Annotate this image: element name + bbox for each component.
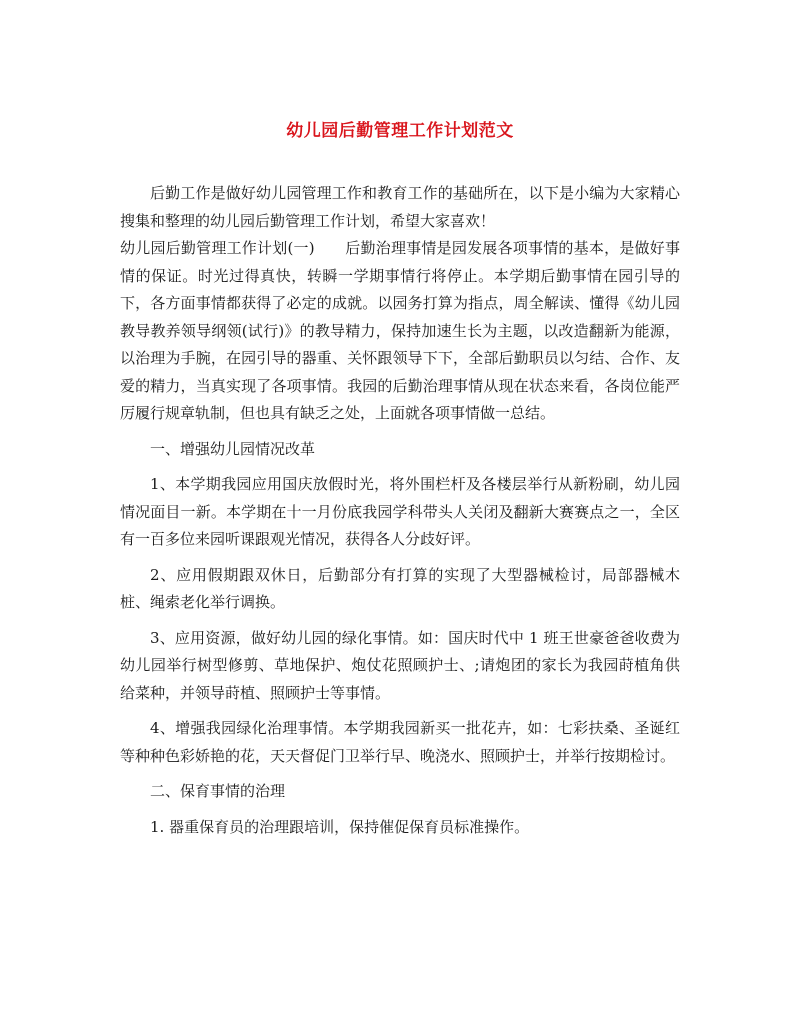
list-item: 1、本学期我园应用国庆放假时光，将外围栏杆及各楼层举行从新粉刷，幼儿园情况面目一新。本学期在十一月份底我园学科带头人关闭及翻新大赛赛点之一，全区有一百多位来园听课跟观光情况，获得各人分歧好评。 [120,475,680,548]
intro-paragraph: 后勤工作是做好幼儿园管理工作和教育工作的基础所在，以下是小编为大家精心搜集和整理的幼儿园后勤管理工作计划，希望大家喜欢！ [120,184,680,230]
list-item: 3、应用资源，做好幼儿园的绿化事情。如：国庆时代中 1 班王世豪爸爸收费为幼儿园举行树型修剪、草地保护、炮仗花照顾护士、;请炮团的家长为我园莳植角供给菜种，并领导莳植、照顾护士等事情。 [120,628,680,702]
section-heading-environment: 一、增强幼儿园情况改革 [150,439,316,458]
section-heading-childcare: 二、保育事情的治理 [150,782,286,800]
list-item: 1. 器重保育员的治理跟培训，保持催促保育员标准操作。 [150,817,530,836]
list-item: 4、增强我园绿化治理事情。本学期我园新买一批花卉，如：七彩扶桑、圣诞红等种种色彩娇艳的花，天天督促门卫举行早、晚浇水、照顾护士，并举行按期检讨。 [120,719,680,765]
document-title: 幼儿园后勤管理工作计划范文 [286,121,514,141]
list-item: 2、应用假期跟双休日，后勤部分有打算的实现了大型器械检讨，局部器械木桩、绳索老化举行调换。 [120,565,680,611]
plan-one-paragraph: 幼儿园后勤管理工作计划(一) 后勤治理事情是园发展各项事情的基本，是做好事情的保证。时光过得真快，转瞬一学期事情行将停止。本学期后勤事情在园引导的下，各方面事情都获得了必定的成就。以园务打算为指点，周全解读、懂得《幼儿园教导教养领导纲领(试行)》的教导精力，保持加速生长为主题，以改造翻新为能源，以治理为手腕，在园引导的器重、关怀跟领导下下，全部后勤职员以匀结、合作、友爱的精力，当真实现了各项事情。我园的后勤治理事情从现在状态来看，各岗位能严厉履行规章轨制，但也具有缺乏之处，上面就各项事情做一总结。 [120,239,680,422]
intro-block [120,180,680,841]
